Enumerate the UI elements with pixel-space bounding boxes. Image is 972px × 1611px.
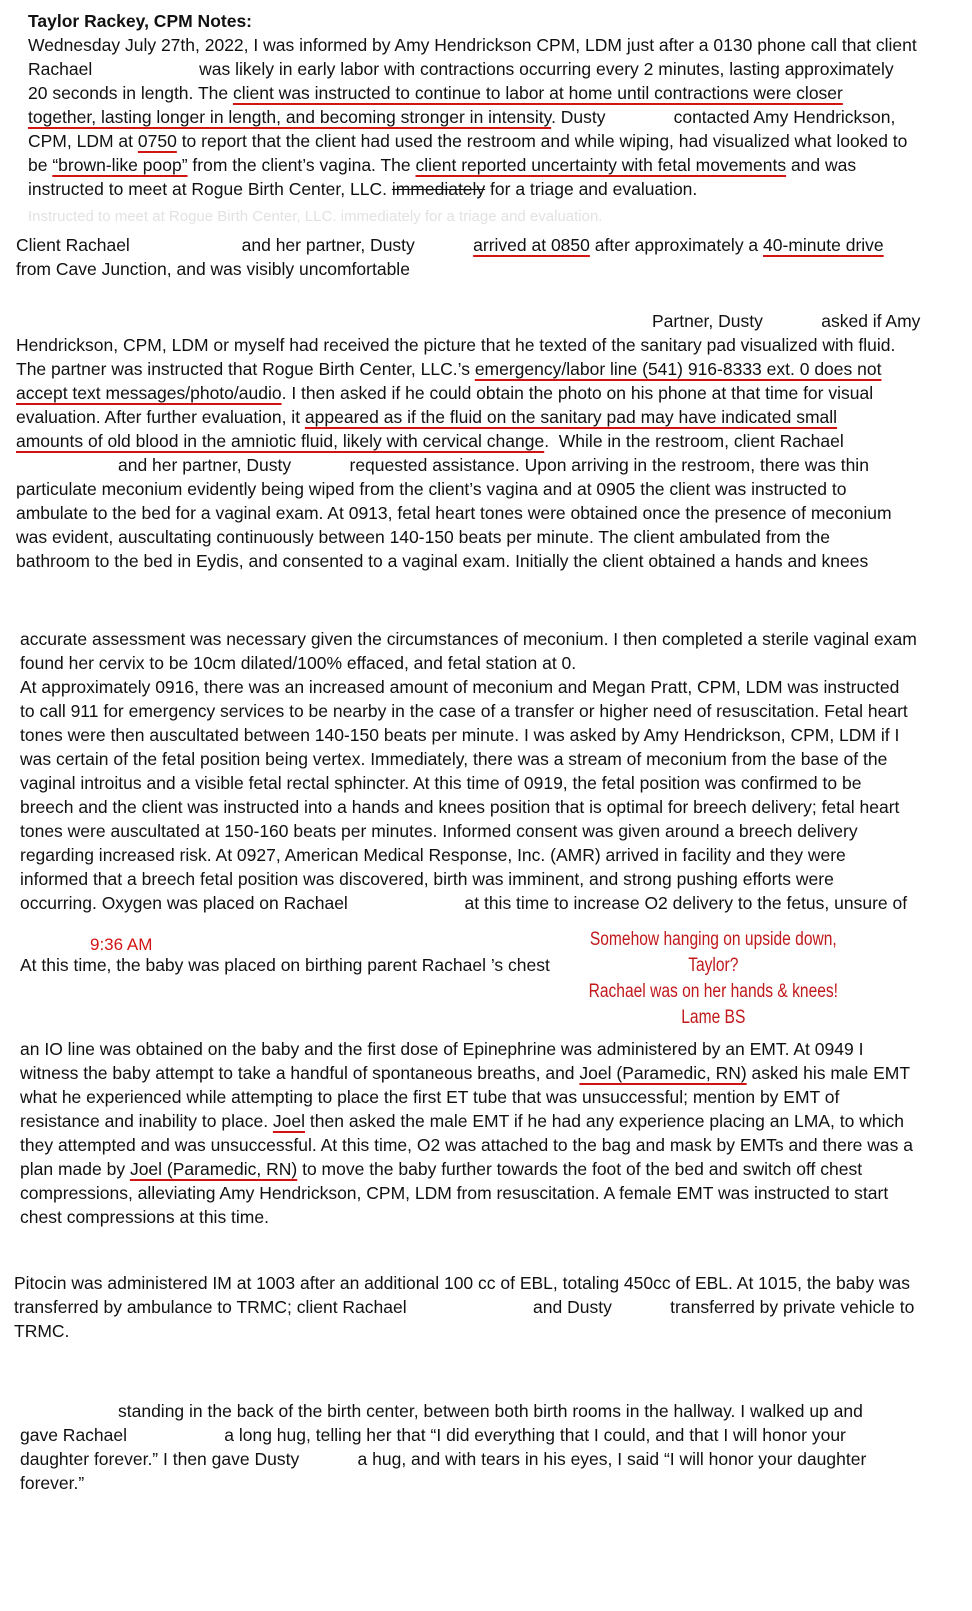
p3-line-6: amounts of old blood in the amniotic fluid, likely with cervical change. While in the restroom, client Rachael xyxy=(16,431,844,451)
p1-line-3: 20 seconds in length. The client was instructed to continue to labor at home until contractions were closer xyxy=(28,83,843,103)
p3-line-3: The partner was instructed that Rogue Birth Center, LLC.’s emergency/labor line (541) 916-8333 ext. 0 does not xyxy=(16,359,882,379)
p6-line-3: what he experienced while attempting to place the first ET tube that was unsuccessful; mention by EMT of xyxy=(20,1087,840,1107)
underline-0750: 0750 xyxy=(137,131,177,151)
underline-emergency-line: emergency/labor line (541) 916-8333 ext. 0 does not xyxy=(474,359,882,379)
struck-word-immediately: immediately xyxy=(391,179,486,199)
p6-line-8: chest compressions at this time. xyxy=(20,1207,269,1227)
p6-line-6: plan made by Joel (Paramedic, RN) to move the baby further towards the foot of the bed and switch off chest xyxy=(20,1159,863,1179)
p4-line-11: informed that a breech fetal position was discovered, birth was imminent, and strong pushing efforts were xyxy=(20,869,834,889)
p6-line-7: compressions, alleviating Amy Hendrickson, CPM, LDM from resuscitation. A female EMT was instructed to start xyxy=(20,1183,889,1203)
p5-line: At this time, the baby was placed on birthing parent Rachael ’s chest xyxy=(20,955,550,975)
p7-line-1: Pitocin was administered IM at 1003 after an additional 100 cc of EBL, totaling 450cc of EBL. At 1015, the baby was xyxy=(14,1273,910,1293)
annotation-line-1: Somehow hanging on upside down, Taylor? xyxy=(589,929,837,976)
p7-line-3: TRMC. xyxy=(14,1321,70,1341)
underline-fluid-evaluation-1: appeared as if the fluid on the sanitary pad may have indicated small xyxy=(304,407,838,427)
underline-40-minute-drive: 40-minute drive xyxy=(763,235,884,255)
p1-line-6: be “brown-like poop” from the client’s vagina. The client reported uncertainty with fetal movements and was xyxy=(28,155,857,175)
p2-line-2: from Cave Junction, and was visibly uncomfortable xyxy=(16,259,410,279)
p6-line-1: an IO line was obtained on the baby and the first dose of Epinephrine was administered by an EMT. At 0949 I xyxy=(20,1039,864,1059)
p8-line-2: gave Rachael a long hug, telling her that “I did everything that I could, and that I will honor your xyxy=(20,1425,846,1445)
notes-title: Taylor Rackey, CPM Notes: xyxy=(28,11,253,31)
p6-line-4: resistance and inability to place. Joel then asked the male EMT if he had any experience placing an LMA, to which xyxy=(20,1111,904,1131)
p1-line-5: CPM, LDM at 0750 to report that the client had used the restroom and while wiping, had visualized what looked to xyxy=(28,131,908,151)
underline-arrived-0850: arrived at 0850 xyxy=(473,235,590,255)
underline-joel-2: Joel xyxy=(272,1111,306,1131)
p4-line-7: vaginal introitus and a visible fetal rectal sphincter. At this time of 0919, the fetal position was confirmed to be xyxy=(20,773,862,793)
handwritten-time-note: 9:36 AM xyxy=(90,935,153,954)
p3-line-5: evaluation. After further evaluation, it appeared as if the fluid on the sanitary pad may have indicated small xyxy=(16,407,838,427)
p4-line-3: At approximately 0916, there was an increased amount of meconium and Megan Pratt, CPM, LDM was instructed xyxy=(20,677,900,697)
p2-line-1: Client Rachael and her partner, Dusty arrived at 0850 after approximately a 40-minute drive xyxy=(16,235,884,255)
p3-line-2: Hendrickson, CPM, LDM or myself had received the picture that he texted of the sanitary pad visualized with fluid. xyxy=(16,335,896,355)
p6-line-5: they attempted and was unsuccessful. At this time, O2 was attached to the bag and mask by EMTs and there was a xyxy=(20,1135,913,1155)
p3-line-9: ambulate to the bed for a vaginal exam. At 0913, fetal heart tones were obtained once the presence of meconium xyxy=(16,503,892,523)
p8-line-4: forever.” xyxy=(20,1473,85,1493)
p4-line-1: accurate assessment was necessary given the circumstances of meconium. I then completed a sterile vaginal exam xyxy=(20,629,917,649)
annotation-line-3: Lame BS xyxy=(681,1007,746,1028)
underline-no-text-messages: accept text messages/photo/audio xyxy=(16,383,282,403)
underline-joel-3: Joel (Paramedic, RN) xyxy=(129,1159,298,1179)
p3-line-8: particulate meconium evidently being wiped from the client’s vagina and at 0905 the client was instructed to xyxy=(16,479,847,499)
p4-line-6: was certain of the fetal position being vertex. Immediately, there was a stream of meconium from the base of the xyxy=(20,749,888,769)
p8-line-3: daughter forever.” I then gave Dusty a hug, and with tears in his eyes, I said “I will honor your daughter xyxy=(20,1449,867,1469)
p1-line-4: together, lasting longer in length, and becoming stronger in intensity. Dusty contacted Amy Hendrickson, xyxy=(28,107,896,127)
p4-line-8: breech and the client was instructed into a hands and knees position that is optimal for breech delivery; fetal heart xyxy=(20,797,900,817)
p1-line-1: Wednesday July 27th, 2022, I was informed by Amy Hendrickson CPM, LDM just after a 0130 phone call that client xyxy=(28,35,917,55)
p8-line-1: standing in the back of the birth center, between both birth rooms in the hallway. I walked up and xyxy=(118,1401,863,1421)
p3-line-4: accept text messages/photo/audio. I then asked if he could obtain the photo on his phone at that time for visual xyxy=(16,383,874,403)
p7-line-2: transferred by ambulance to TRMC; client Rachael and Dusty transferred by private vehicle to xyxy=(14,1297,915,1317)
underline-brown-like-poop: “brown-like poop” xyxy=(52,155,188,175)
p4-line-10: regarding increased risk. At 0927, American Medical Response, Inc. (AMR) arrived in facility and they were xyxy=(20,845,846,865)
p1-line-2: Rachael was likely in early labor with contractions occurring every 2 minutes, lasting approximately xyxy=(28,59,894,79)
p1-line-7: instructed to meet at Rogue Birth Center, LLC. immediately for a triage and evaluation. xyxy=(28,179,698,199)
underline-instruction-2: together, lasting longer in length, and becoming stronger in intensity xyxy=(28,107,552,127)
p3-line-1: Partner, Dusty asked if Amy xyxy=(652,311,921,331)
p3-line-7: and her partner, Dusty requested assistance. Upon arriving in the restroom, there was thin xyxy=(118,455,869,475)
p3-line-11: bathroom to the bed in Eydis, and consented to a vaginal exam. Initially the client obtained a hands and knees xyxy=(16,551,869,571)
p4-line-4: to call 911 for emergency services to be nearby in the case of a transfer or higher need of resuscitation. Fetal heart xyxy=(20,701,908,721)
p3-line-10: was evident, auscultating continuously between 140-150 beats per minute. The client ambulated from the xyxy=(16,527,830,547)
p4-line-12: occurring. Oxygen was placed on Rachael at this time to increase O2 delivery to the fetus, unsure of xyxy=(20,893,908,913)
underline-fluid-evaluation-2: amounts of old blood in the amniotic fluid, likely with cervical change xyxy=(16,431,545,451)
underline-fetal-movements: client reported uncertainty with fetal movements xyxy=(415,155,787,175)
underline-instruction-1: client was instructed to continue to labor at home until contractions were closer xyxy=(232,83,843,103)
p4-line-9: tones were auscultated at 150-160 beats per minutes. Informed consent was given around a breech delivery xyxy=(20,821,858,841)
p4-line-2: found her cervix to be 10cm dilated/100% effaced, and fetal station at 0. xyxy=(20,653,577,673)
ghost-line: Instructed to meet at Rogue Birth Center, LLC. immediately for a triage and evaluation. xyxy=(28,208,603,225)
p4-line-5: tones were then auscultated between 140-150 beats per minute. I was asked by Amy Hendrickson, CPM, LDM if I xyxy=(20,725,900,745)
annotation-line-2: Rachael was on her hands & knees! xyxy=(588,981,839,1002)
underline-joel-1: Joel (Paramedic, RN) xyxy=(579,1063,747,1083)
red-annotation xyxy=(578,927,849,1031)
p6-line-2: witness the baby attempt to take a handful of spontaneous breaths, and Joel (Paramedic, RN) asked his male EMT xyxy=(20,1063,911,1083)
